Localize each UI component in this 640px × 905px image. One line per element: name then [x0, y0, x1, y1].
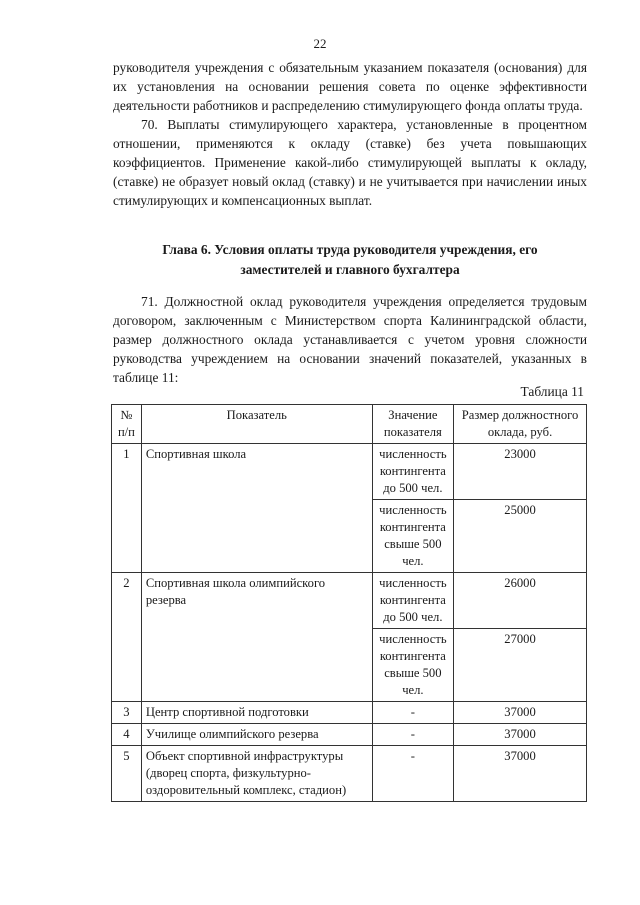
cell-salary: 27000	[454, 629, 587, 702]
cell-num: 2	[112, 573, 142, 702]
table-header-row	[112, 405, 587, 444]
chapter-title	[113, 240, 587, 280]
chapter-title-line-2: заместителей и главного бухгалтера	[240, 262, 460, 277]
table-row	[112, 746, 587, 802]
salary-table	[111, 404, 587, 802]
page-number: 22	[313, 36, 327, 51]
cell-value: численность контингента свыше 500 чел.	[372, 500, 453, 573]
cell-num: 3	[112, 702, 142, 724]
cell-indicator: Центр спортивной подготовки	[141, 702, 372, 724]
paragraph-70: 70. Выплаты стимулирующего характера, установленные в процентном отношении, применяются к окладу (ставке) без учета повышающих коэффициентов. Применение какой-либо стимулирующей выплаты к окладу, (ставке) не образует новый оклад (ставку) и не учитывается при начислении иных стимулирующих и компенсационных выплат.	[113, 117, 587, 208]
cell-value: -	[372, 746, 453, 802]
table-row	[112, 444, 587, 500]
header-value: Значение показателя	[372, 405, 453, 444]
cell-num: 1	[112, 444, 142, 573]
cell-salary: 37000	[454, 746, 587, 802]
paragraph-71: 71. Должностной оклад руководителя учреждения определяется трудовым договором, заключенным с Министерством спорта Калининградской области, размер должностного оклада устанавливается с учетом уровня сложности руководства учреждением на основании значений показателей, указанных в таблице 11:	[113, 294, 587, 385]
chapter-title-line-1: Глава 6. Условия оплаты труда руководителя учреждения, его	[162, 242, 538, 257]
cell-indicator: Спортивная школа	[141, 444, 372, 573]
paragraphs-top	[113, 58, 587, 210]
cell-salary: 37000	[454, 702, 587, 724]
cell-indicator: Объект спортивной инфраструктуры (дворец спорта, физкультурно-оздоровительный комплекс, стадион)	[141, 746, 372, 802]
header-indicator: Показатель	[141, 405, 372, 444]
table-caption: Таблица 11	[520, 384, 584, 399]
cell-value: численность контингента свыше 500 чел.	[372, 629, 453, 702]
cell-value: численность контингента до 500 чел.	[372, 573, 453, 629]
table-row	[112, 573, 587, 629]
paragraph-continuation: руководителя учреждения с обязательным указанием показателя (основания) для их установления на основании решения совета по оценке эффективности деятельности работников и распределению стимулирующего фонда оплаты труда.	[113, 60, 587, 113]
cell-salary: 23000	[454, 444, 587, 500]
cell-value: -	[372, 724, 453, 746]
table-row	[112, 724, 587, 746]
cell-indicator: Училище олимпийского резерва	[141, 724, 372, 746]
header-salary: Размер должностного оклада, руб.	[454, 405, 587, 444]
cell-salary: 37000	[454, 724, 587, 746]
cell-value: численность контингента до 500 чел.	[372, 444, 453, 500]
cell-salary: 26000	[454, 573, 587, 629]
table-row	[112, 702, 587, 724]
cell-indicator: Спортивная школа олимпийского резерва	[141, 573, 372, 702]
cell-num: 5	[112, 746, 142, 802]
paragraph-71-block	[113, 292, 587, 387]
header-num: № п/п	[112, 405, 142, 444]
cell-num: 4	[112, 724, 142, 746]
cell-value: -	[372, 702, 453, 724]
cell-salary: 25000	[454, 500, 587, 573]
